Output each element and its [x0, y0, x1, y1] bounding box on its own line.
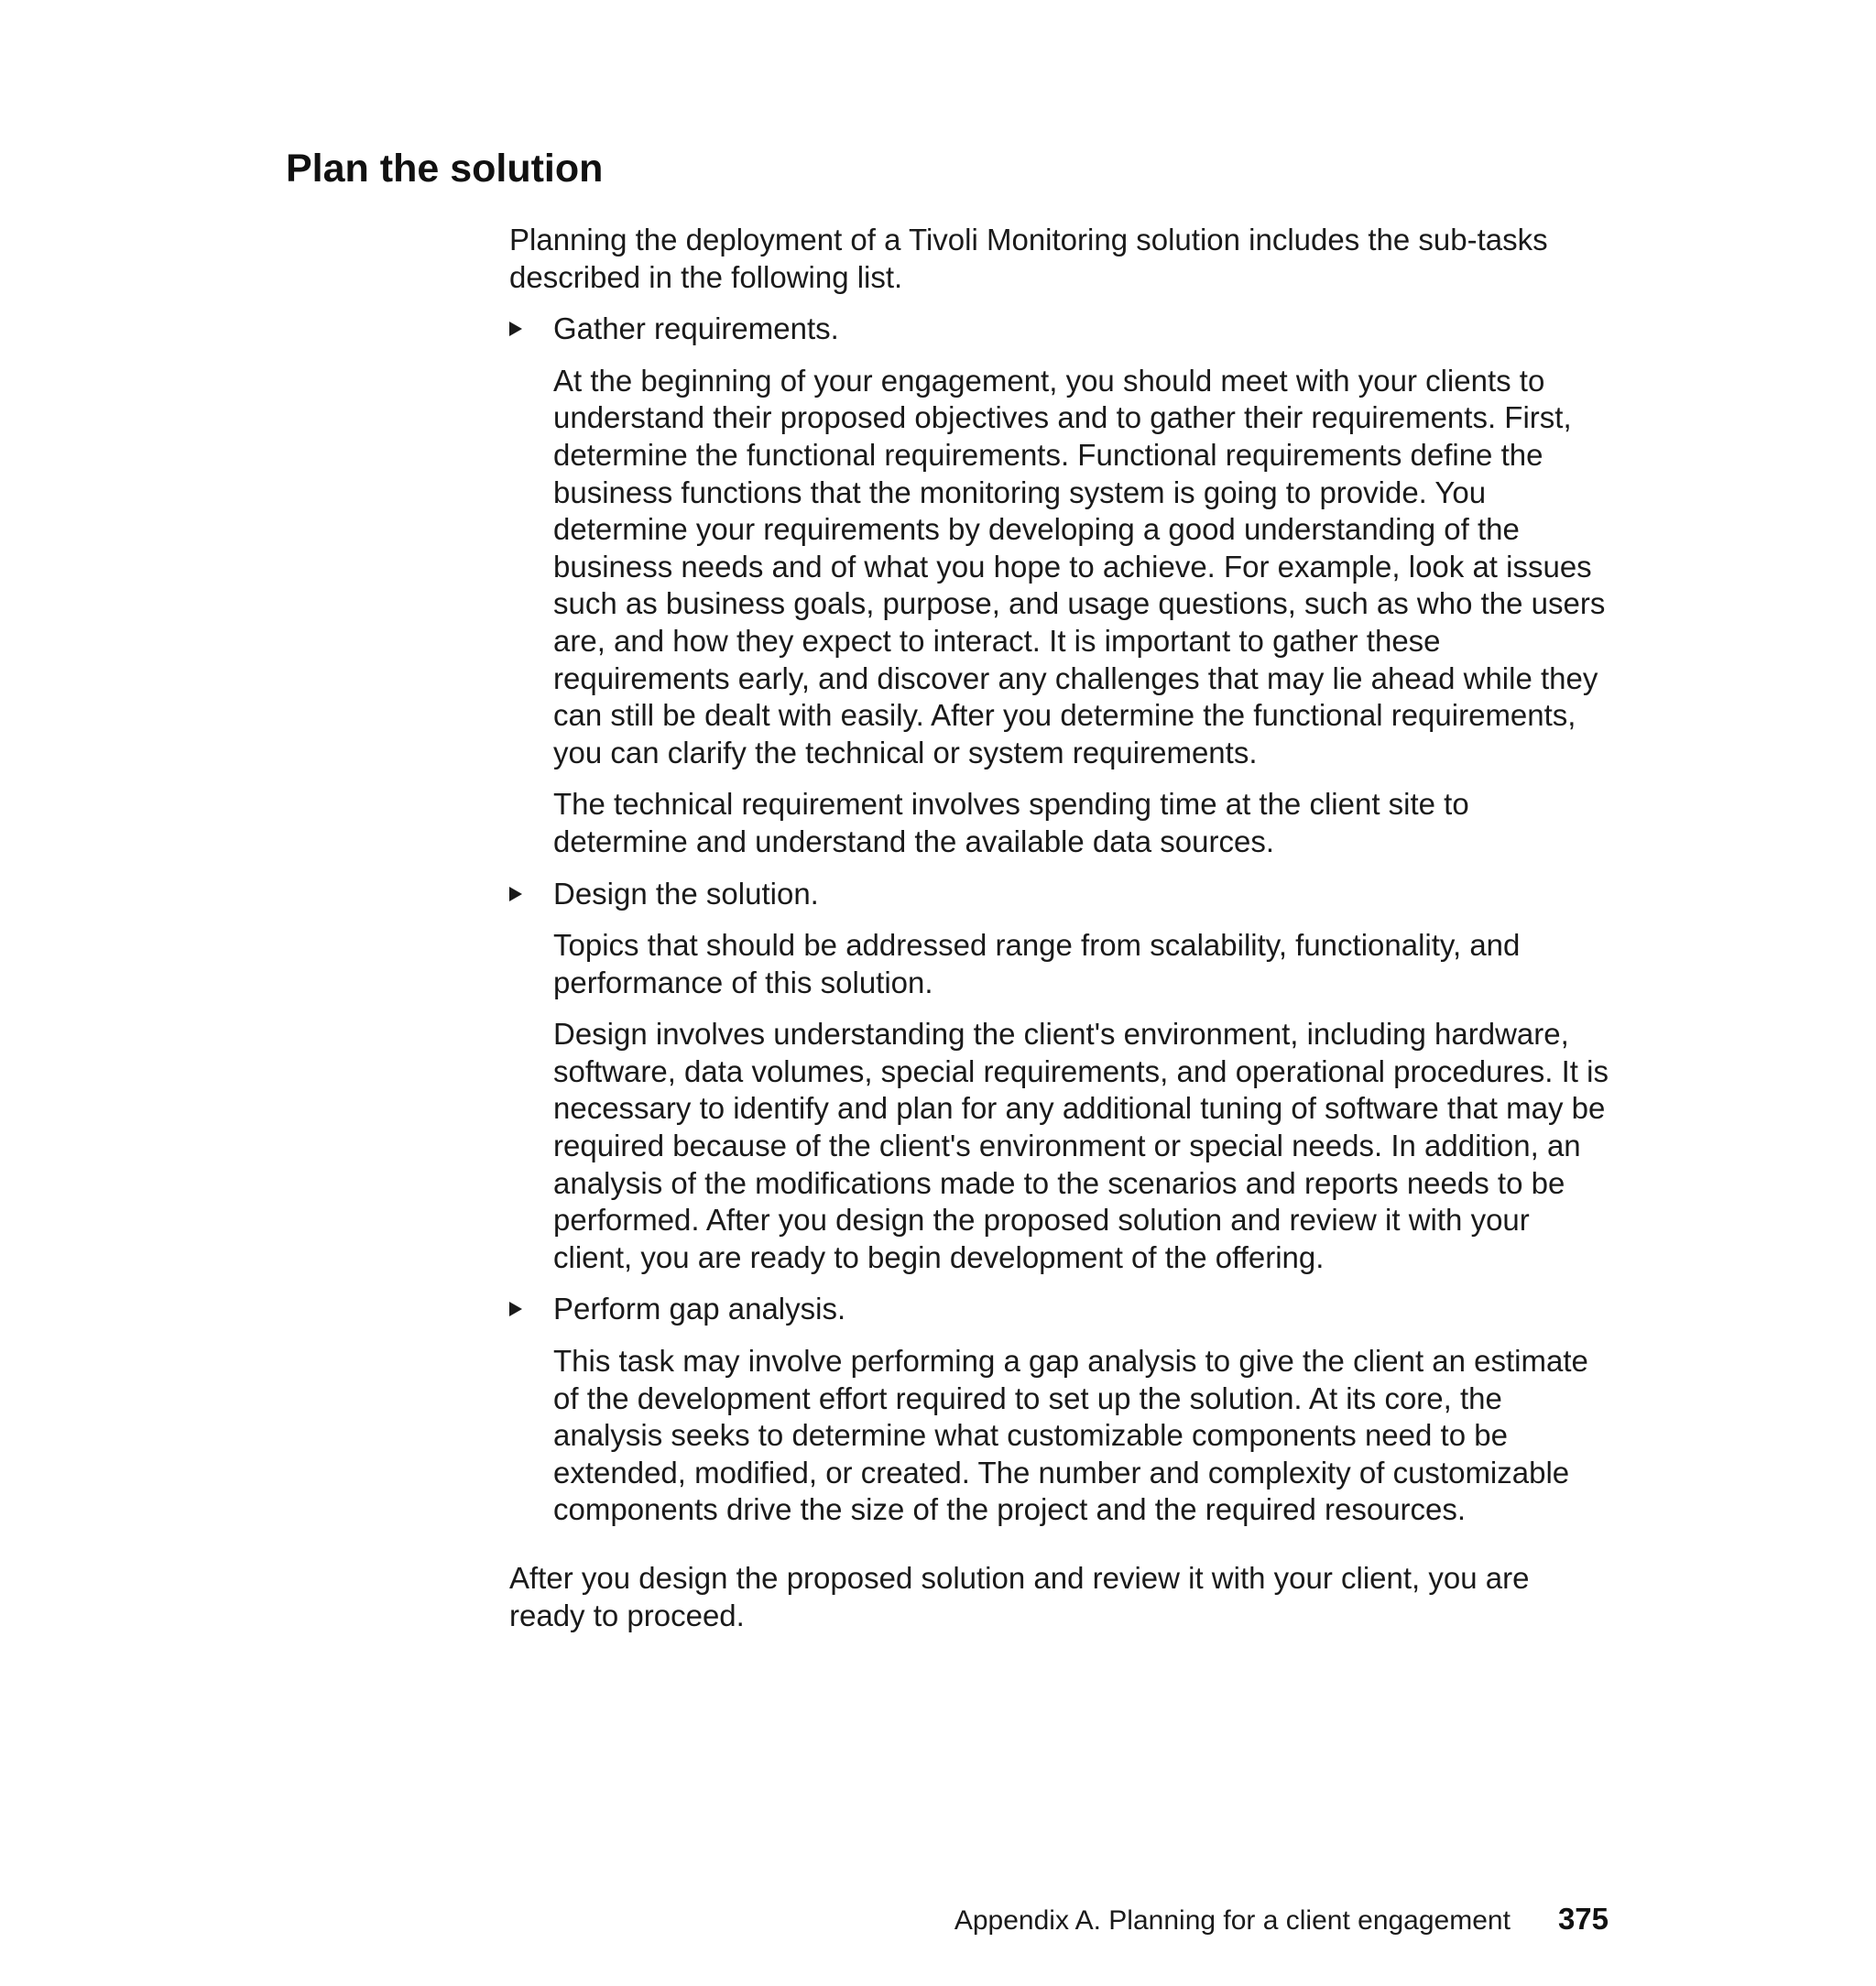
- body-text: [509, 222, 1609, 1634]
- task-heading-text: Gather requirements.: [553, 311, 839, 346]
- task-paragraph: This task may involve performing a gap analysis to give the client an estimate of the development effort required to set up the solution. At its core, the analysis seeks to determine what customizable components need to be extended, modified, or created. The number and complexity of customizable components drive the size of the project and the required resources.: [553, 1344, 1588, 1527]
- conclusion-paragraph: After you design the proposed solution and review it with your client, you are ready to proceed.: [509, 1561, 1530, 1632]
- intro-paragraph: Planning the deployment of a Tivoli Monitoring solution includes the sub-tasks described in the following list.: [509, 223, 1548, 294]
- page-footer: [943, 1901, 1609, 1939]
- task-design-solution: [509, 876, 1609, 1277]
- task-paragraph: The technical requirement involves spending time at the client site to determine and understand the available data sources.: [553, 787, 1469, 858]
- footer-chapter-title: Appendix A. Planning for a client engagement: [954, 1905, 1511, 1936]
- task-heading: [553, 311, 1609, 348]
- task-heading-text: Perform gap analysis.: [553, 1292, 846, 1326]
- task-paragraph: Design involves understanding the client's environment, including hardware, software, data volumes, special requirements, and operational procedures. It is necessary to identify and plan for any additional tuning of software that may be required because of the client's environment or special needs. In addition, an analysis of the modifications made to the scenarios and reports needs to be performed. After you design the proposed solution and review it with your client, you are ready to begin development of the offering.: [553, 1017, 1609, 1274]
- triangle-bullet-icon: [509, 876, 528, 912]
- task-heading: [553, 876, 1609, 913]
- triangle-bullet-icon: [509, 311, 528, 347]
- task-heading: [553, 1291, 1609, 1328]
- task-gap-analysis: [509, 1291, 1609, 1529]
- task-heading-text: Design the solution.: [553, 876, 819, 911]
- page-title: Plan the solution: [286, 147, 604, 191]
- task-gather-requirements: [509, 311, 1609, 860]
- task-paragraph: At the beginning of your engagement, you should meet with your clients to understand their proposed objectives and to gather their requirements. First, determine the functional requirements. Functional requirements define the business functions that the monitoring system is going to provide. You determine your requirements by developing a good understanding of the business needs and of what you hope to achieve. For example, look at issues such as business goals, purpose, and usage questions, such as who the users are, and how they expect to interact. It is important to gather these requirements early, and discover any challenges that may lie ahead while they can still be dealt with easily. After you determine the functional requirements, you can clarify the technical or system requirements.: [553, 363, 1606, 769]
- triangle-bullet-icon: [509, 1291, 528, 1327]
- footer-page-number: 375: [1557, 1902, 1609, 1936]
- task-paragraph: Topics that should be addressed range from scalability, functionality, and performance of this solution.: [553, 928, 1521, 999]
